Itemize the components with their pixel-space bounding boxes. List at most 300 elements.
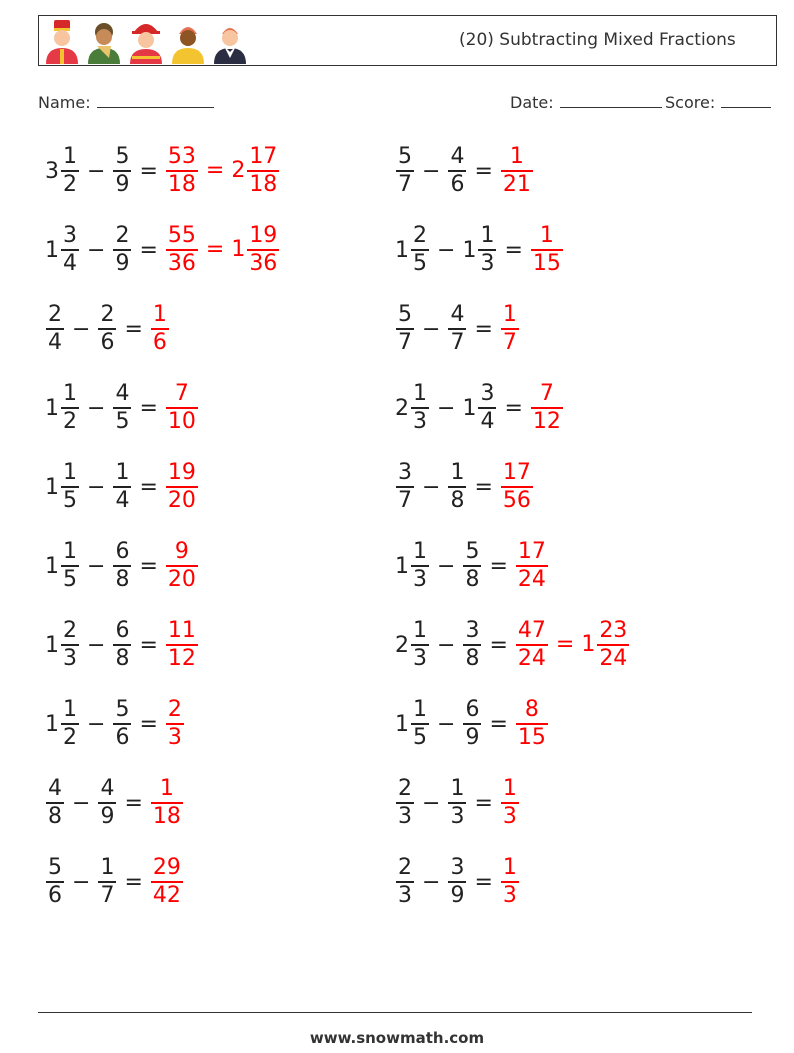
subtrahend-denominator: 8 bbox=[115, 645, 130, 671]
answer-fraction bbox=[151, 776, 183, 830]
minus-sign: − bbox=[87, 632, 106, 658]
score-blank[interactable] bbox=[721, 93, 771, 108]
problem-row bbox=[45, 771, 184, 835]
problem-row bbox=[395, 455, 534, 519]
minus-sign: − bbox=[422, 474, 441, 500]
date-blank[interactable] bbox=[560, 93, 662, 108]
answer bbox=[500, 776, 520, 830]
answer-numerator: 9 bbox=[174, 539, 189, 565]
equals-sign: = bbox=[124, 790, 143, 816]
subtrahend-denominator: 9 bbox=[115, 250, 130, 276]
answer-denominator: 24 bbox=[517, 645, 546, 671]
mixed-answer-whole: 1 bbox=[581, 632, 596, 657]
subtrahend-numerator: 4 bbox=[115, 381, 130, 407]
problem-row bbox=[45, 534, 199, 598]
answer-numerator: 1 bbox=[509, 144, 524, 170]
answer-denominator: 15 bbox=[532, 250, 561, 276]
minuend-numerator: 2 bbox=[398, 776, 412, 802]
subtrahend-numerator: 4 bbox=[100, 776, 115, 802]
equals-sign: = bbox=[124, 869, 143, 895]
subtrahend-fraction bbox=[478, 381, 496, 435]
subtrahend-numerator: 6 bbox=[115, 539, 130, 565]
person-scarf-icon bbox=[85, 18, 123, 64]
answer-numerator: 7 bbox=[174, 381, 189, 407]
minuend-whole: 1 bbox=[395, 553, 409, 579]
answer-equals-sign: = bbox=[555, 632, 575, 657]
subtrahend-fraction bbox=[113, 460, 131, 514]
problem-row bbox=[395, 297, 520, 361]
minuend-denominator: 5 bbox=[63, 566, 77, 592]
answer bbox=[165, 539, 199, 593]
problem-row bbox=[45, 139, 280, 203]
subtrahend-denominator: 9 bbox=[100, 803, 115, 829]
answer-denominator: 15 bbox=[517, 724, 546, 750]
equals-sign: = bbox=[504, 395, 523, 421]
answer-fraction bbox=[166, 460, 198, 514]
minus-sign: − bbox=[437, 711, 456, 737]
minuend-numerator: 5 bbox=[48, 855, 62, 881]
minuend-whole: 2 bbox=[395, 395, 409, 421]
minus-sign: − bbox=[87, 553, 106, 579]
minuend-denominator: 2 bbox=[63, 171, 77, 197]
equals-sign: = bbox=[139, 395, 158, 421]
minuend-whole: 1 bbox=[45, 237, 59, 263]
minuend-denominator: 5 bbox=[63, 487, 77, 513]
minuend-fraction bbox=[396, 855, 414, 909]
firefighter-icon bbox=[127, 18, 165, 64]
subtrahend-denominator: 4 bbox=[115, 487, 130, 513]
name-blank[interactable] bbox=[97, 93, 214, 108]
answer-denominator: 12 bbox=[167, 645, 196, 671]
subtrahend-denominator: 8 bbox=[450, 487, 465, 513]
subtrahend-denominator: 7 bbox=[450, 329, 465, 355]
answer-denominator: 7 bbox=[502, 329, 517, 355]
subtrahend-numerator: 6 bbox=[465, 697, 480, 723]
minuend-whole: 1 bbox=[45, 711, 59, 737]
subtrahend-denominator: 8 bbox=[115, 566, 130, 592]
minuend-denominator: 2 bbox=[63, 724, 77, 750]
subtrahend-fraction bbox=[113, 697, 131, 751]
answer-numerator: 55 bbox=[167, 223, 196, 249]
minus-sign: − bbox=[437, 553, 456, 579]
minuend-denominator: 4 bbox=[48, 329, 62, 355]
answer bbox=[165, 223, 280, 277]
score-label: Score: bbox=[665, 93, 716, 112]
problem-row bbox=[45, 455, 199, 519]
date-label: Date: bbox=[510, 93, 554, 112]
minuend-whole: 1 bbox=[45, 395, 59, 421]
mixed-answer-numerator: 19 bbox=[249, 223, 278, 249]
problem-row bbox=[45, 613, 199, 677]
minus-sign: − bbox=[72, 316, 91, 342]
minuend-fraction bbox=[396, 776, 414, 830]
problem-row bbox=[395, 534, 549, 598]
minuend-fraction bbox=[411, 697, 429, 751]
subtrahend-numerator: 3 bbox=[450, 855, 465, 881]
minuend-fraction bbox=[411, 618, 429, 672]
problem-row bbox=[395, 218, 564, 282]
subtrahend-numerator: 2 bbox=[115, 223, 130, 249]
answer bbox=[515, 697, 549, 751]
answer bbox=[530, 381, 564, 435]
subtrahend-fraction bbox=[463, 618, 481, 672]
person-yellow-icon bbox=[169, 18, 207, 64]
answer bbox=[165, 381, 199, 435]
answer-fraction bbox=[501, 460, 533, 514]
minuend-denominator: 3 bbox=[63, 645, 77, 671]
answer-numerator: 19 bbox=[167, 460, 196, 486]
subtrahend-denominator: 6 bbox=[450, 171, 465, 197]
minuend-fraction bbox=[396, 144, 414, 198]
answer bbox=[500, 144, 534, 198]
minuend-whole: 1 bbox=[45, 553, 59, 579]
minuend-denominator: 8 bbox=[48, 803, 62, 829]
answer-numerator: 29 bbox=[152, 855, 181, 881]
minuend-denominator: 6 bbox=[48, 882, 62, 908]
answer-fraction bbox=[166, 618, 198, 672]
answer-denominator: 36 bbox=[167, 250, 196, 276]
problem-row bbox=[45, 692, 185, 756]
subtrahend-fraction bbox=[113, 223, 131, 277]
subtrahend-denominator: 8 bbox=[465, 566, 480, 592]
answer-denominator: 3 bbox=[502, 803, 517, 829]
subtrahend-denominator: 8 bbox=[465, 645, 480, 671]
minuend-denominator: 5 bbox=[413, 250, 427, 276]
answer-equals-sign: = bbox=[205, 158, 225, 183]
minus-sign: − bbox=[87, 395, 106, 421]
answer bbox=[500, 302, 520, 356]
mixed-answer-denominator: 24 bbox=[599, 645, 628, 671]
subtrahend-numerator: 1 bbox=[450, 776, 465, 802]
subtrahend-fraction bbox=[448, 855, 466, 909]
equals-sign: = bbox=[474, 316, 493, 342]
answer-fraction bbox=[501, 302, 519, 356]
minus-sign: − bbox=[87, 158, 106, 184]
minuend-denominator: 3 bbox=[413, 645, 427, 671]
minuend-fraction bbox=[46, 855, 64, 909]
minuend-denominator: 4 bbox=[63, 250, 77, 276]
minuend-numerator: 5 bbox=[398, 302, 412, 328]
subtrahend-denominator: 4 bbox=[480, 408, 495, 434]
answer bbox=[165, 697, 185, 751]
minuend-whole: 1 bbox=[395, 237, 409, 263]
score-field[interactable] bbox=[665, 93, 771, 112]
minuend-fraction bbox=[411, 381, 429, 435]
minuend-numerator: 2 bbox=[398, 855, 412, 881]
mixed-answer-fraction bbox=[247, 144, 279, 198]
minuend-whole: 1 bbox=[45, 474, 59, 500]
minuend-numerator: 2 bbox=[48, 302, 62, 328]
answer bbox=[165, 144, 280, 198]
answer-fraction bbox=[151, 855, 183, 909]
answer bbox=[515, 539, 549, 593]
minuend-fraction bbox=[396, 302, 414, 356]
minuend-whole: 1 bbox=[395, 711, 409, 737]
minuend-whole: 1 bbox=[45, 632, 59, 658]
minuend-denominator: 7 bbox=[398, 329, 412, 355]
answer-fraction bbox=[166, 144, 198, 198]
answer-numerator: 53 bbox=[167, 144, 196, 170]
minus-sign: − bbox=[422, 790, 441, 816]
name-label: Name: bbox=[38, 93, 91, 112]
minuend-whole: 3 bbox=[45, 158, 59, 184]
problem-row bbox=[45, 297, 170, 361]
worksheet-header bbox=[38, 15, 777, 66]
subtrahend-fraction bbox=[98, 302, 116, 356]
subtrahend-numerator: 1 bbox=[450, 460, 465, 486]
subtrahend-fraction bbox=[113, 381, 131, 435]
minuend-denominator: 3 bbox=[398, 803, 412, 829]
answer bbox=[530, 223, 564, 277]
answer-denominator: 20 bbox=[167, 566, 196, 592]
mixed-answer-whole: 1 bbox=[231, 237, 246, 262]
answer-denominator: 6 bbox=[152, 329, 167, 355]
mixed-answer-denominator: 36 bbox=[249, 250, 278, 276]
name-field[interactable] bbox=[38, 93, 214, 112]
answer bbox=[150, 302, 170, 356]
subtrahend-fraction bbox=[478, 223, 496, 277]
minuend-fraction bbox=[411, 223, 429, 277]
answer-numerator: 1 bbox=[159, 776, 174, 802]
subtrahend-numerator: 5 bbox=[115, 144, 130, 170]
minuend-numerator: 4 bbox=[48, 776, 62, 802]
minuend-numerator: 3 bbox=[398, 460, 412, 486]
equals-sign: = bbox=[139, 158, 158, 184]
answer-fraction bbox=[166, 697, 184, 751]
mixed-answer-numerator: 23 bbox=[599, 618, 628, 644]
subtrahend-whole: 1 bbox=[462, 395, 477, 421]
subtrahend-fraction bbox=[448, 144, 466, 198]
subtrahend-fraction bbox=[448, 776, 466, 830]
equals-sign: = bbox=[139, 474, 158, 500]
answer-numerator: 1 bbox=[502, 302, 517, 328]
subtrahend-numerator: 4 bbox=[450, 144, 465, 170]
answer-denominator: 20 bbox=[167, 487, 196, 513]
minus-sign: − bbox=[72, 869, 91, 895]
minuend-fraction bbox=[61, 144, 79, 198]
minuend-numerator: 1 bbox=[63, 697, 77, 723]
minuend-fraction bbox=[61, 539, 79, 593]
answer-denominator: 10 bbox=[167, 408, 196, 434]
subtrahend-denominator: 7 bbox=[100, 882, 115, 908]
problem-row bbox=[45, 376, 199, 440]
subtrahend-fraction bbox=[113, 539, 131, 593]
minus-sign: − bbox=[87, 474, 106, 500]
guard-icon bbox=[43, 18, 81, 64]
answer-numerator: 1 bbox=[539, 223, 554, 249]
minus-sign: − bbox=[72, 790, 91, 816]
answer-fraction bbox=[516, 539, 548, 593]
equals-sign: = bbox=[489, 632, 508, 658]
answer-denominator: 42 bbox=[152, 882, 181, 908]
answer bbox=[165, 618, 199, 672]
subtrahend-numerator: 5 bbox=[115, 697, 130, 723]
answer-denominator: 3 bbox=[502, 882, 517, 908]
minus-sign: − bbox=[437, 237, 456, 263]
minuend-fraction bbox=[46, 776, 64, 830]
subtrahend-fraction bbox=[113, 618, 131, 672]
mixed-answer-numerator: 17 bbox=[249, 144, 278, 170]
minus-sign: − bbox=[87, 237, 106, 263]
answer-numerator: 17 bbox=[502, 460, 531, 486]
subtrahend-numerator: 1 bbox=[480, 223, 495, 249]
subtrahend-denominator: 6 bbox=[115, 724, 130, 750]
problem-row bbox=[395, 139, 534, 203]
minus-sign: − bbox=[87, 711, 106, 737]
equals-sign: = bbox=[139, 632, 158, 658]
subtrahend-numerator: 1 bbox=[115, 460, 130, 486]
subtrahend-numerator: 3 bbox=[480, 381, 495, 407]
subtrahend-denominator: 3 bbox=[480, 250, 495, 276]
equals-sign: = bbox=[489, 553, 508, 579]
minuend-denominator: 2 bbox=[63, 408, 77, 434]
problem-row bbox=[395, 376, 564, 440]
minuend-denominator: 5 bbox=[413, 724, 427, 750]
minuend-fraction bbox=[61, 460, 79, 514]
subtrahend-denominator: 5 bbox=[115, 408, 130, 434]
minuend-fraction bbox=[61, 697, 79, 751]
subtrahend-fraction bbox=[463, 539, 481, 593]
minuend-fraction bbox=[61, 381, 79, 435]
answer-numerator: 1 bbox=[152, 302, 167, 328]
subtrahend-denominator: 9 bbox=[465, 724, 480, 750]
minuend-numerator: 2 bbox=[413, 223, 427, 249]
equals-sign: = bbox=[139, 237, 158, 263]
subtrahend-fraction bbox=[463, 697, 481, 751]
subtrahend-fraction bbox=[113, 144, 131, 198]
equals-sign: = bbox=[474, 869, 493, 895]
mixed-answer-denominator: 18 bbox=[249, 171, 278, 197]
answer bbox=[150, 855, 184, 909]
equals-sign: = bbox=[474, 474, 493, 500]
minuend-fraction bbox=[411, 539, 429, 593]
answer-equals-sign: = bbox=[205, 237, 225, 262]
answer-fraction bbox=[531, 381, 563, 435]
answer-numerator: 11 bbox=[167, 618, 196, 644]
subtrahend-whole: 1 bbox=[462, 237, 477, 263]
answer-numerator: 1 bbox=[502, 776, 517, 802]
answer-denominator: 56 bbox=[502, 487, 531, 513]
footer-url: www.snowmath.com bbox=[309, 1029, 485, 1047]
minus-sign: − bbox=[422, 316, 441, 342]
subtrahend-fraction bbox=[448, 302, 466, 356]
problem-row bbox=[45, 850, 184, 914]
minus-sign: − bbox=[422, 158, 441, 184]
minuend-numerator: 3 bbox=[63, 223, 77, 249]
problem-row bbox=[395, 613, 630, 677]
answer bbox=[515, 618, 630, 672]
answer-numerator: 47 bbox=[517, 618, 546, 644]
problem-row bbox=[395, 850, 520, 914]
answer bbox=[165, 460, 199, 514]
minuend-denominator: 3 bbox=[413, 408, 427, 434]
minuend-numerator: 1 bbox=[63, 144, 77, 170]
subtrahend-denominator: 6 bbox=[100, 329, 115, 355]
footer-divider bbox=[38, 1012, 752, 1013]
subtrahend-fraction bbox=[448, 460, 466, 514]
minuend-denominator: 7 bbox=[398, 171, 412, 197]
answer-numerator: 7 bbox=[539, 381, 554, 407]
answer-numerator: 2 bbox=[167, 697, 182, 723]
minuend-denominator: 3 bbox=[398, 882, 412, 908]
minuend-fraction bbox=[61, 618, 79, 672]
answer-fraction bbox=[501, 855, 519, 909]
minuend-denominator: 7 bbox=[398, 487, 412, 513]
minuend-numerator: 1 bbox=[413, 697, 427, 723]
minuend-numerator: 1 bbox=[63, 381, 77, 407]
answer-denominator: 24 bbox=[517, 566, 546, 592]
minuend-fraction bbox=[396, 460, 414, 514]
minuend-numerator: 1 bbox=[413, 381, 427, 407]
answer-numerator: 1 bbox=[502, 855, 517, 881]
subtrahend-numerator: 2 bbox=[100, 302, 115, 328]
minuend-numerator: 2 bbox=[63, 618, 77, 644]
minuend-fraction bbox=[46, 302, 64, 356]
subtrahend-denominator: 9 bbox=[115, 171, 130, 197]
waiter-icon bbox=[211, 18, 249, 64]
problem-row bbox=[395, 692, 549, 756]
answer bbox=[500, 460, 534, 514]
minuend-fraction bbox=[61, 223, 79, 277]
answer-fraction bbox=[166, 381, 198, 435]
subtrahend-denominator: 9 bbox=[450, 882, 465, 908]
answer-fraction bbox=[516, 618, 548, 672]
problem-row bbox=[45, 218, 280, 282]
answer-numerator: 8 bbox=[524, 697, 539, 723]
answer-fraction bbox=[501, 144, 533, 198]
equals-sign: = bbox=[489, 711, 508, 737]
answer-denominator: 18 bbox=[152, 803, 181, 829]
subtrahend-fraction bbox=[98, 855, 116, 909]
minuend-denominator: 3 bbox=[413, 566, 427, 592]
answer-fraction bbox=[166, 223, 198, 277]
minuend-whole: 2 bbox=[395, 632, 409, 658]
answer bbox=[150, 776, 184, 830]
answer-fraction bbox=[501, 776, 519, 830]
answer-denominator: 21 bbox=[502, 171, 531, 197]
answer-fraction bbox=[151, 302, 169, 356]
answer-fraction bbox=[531, 223, 563, 277]
minuend-numerator: 1 bbox=[413, 618, 427, 644]
answer-fraction bbox=[166, 539, 198, 593]
subtrahend-numerator: 5 bbox=[465, 539, 480, 565]
equals-sign: = bbox=[124, 316, 143, 342]
equals-sign: = bbox=[474, 790, 493, 816]
minuend-numerator: 1 bbox=[63, 539, 77, 565]
mixed-answer-fraction bbox=[597, 618, 629, 672]
answer-denominator: 18 bbox=[167, 171, 196, 197]
answer bbox=[500, 855, 520, 909]
subtrahend-numerator: 1 bbox=[100, 855, 115, 881]
subtrahend-fraction bbox=[98, 776, 116, 830]
date-field[interactable] bbox=[510, 93, 662, 112]
subtrahend-denominator: 3 bbox=[450, 803, 465, 829]
equals-sign: = bbox=[139, 711, 158, 737]
equals-sign: = bbox=[504, 237, 523, 263]
minus-sign: − bbox=[437, 632, 456, 658]
minus-sign: − bbox=[422, 869, 441, 895]
subtrahend-numerator: 4 bbox=[450, 302, 465, 328]
avatar-strip bbox=[43, 18, 249, 64]
minus-sign: − bbox=[437, 395, 456, 421]
minuend-numerator: 5 bbox=[398, 144, 412, 170]
mixed-answer-fraction bbox=[247, 223, 279, 277]
answer-denominator: 3 bbox=[167, 724, 182, 750]
answer-numerator: 17 bbox=[517, 539, 546, 565]
mixed-answer-whole: 2 bbox=[231, 158, 246, 183]
worksheet-title: (20) Subtracting Mixed Fractions bbox=[459, 30, 736, 50]
subtrahend-numerator: 6 bbox=[115, 618, 130, 644]
